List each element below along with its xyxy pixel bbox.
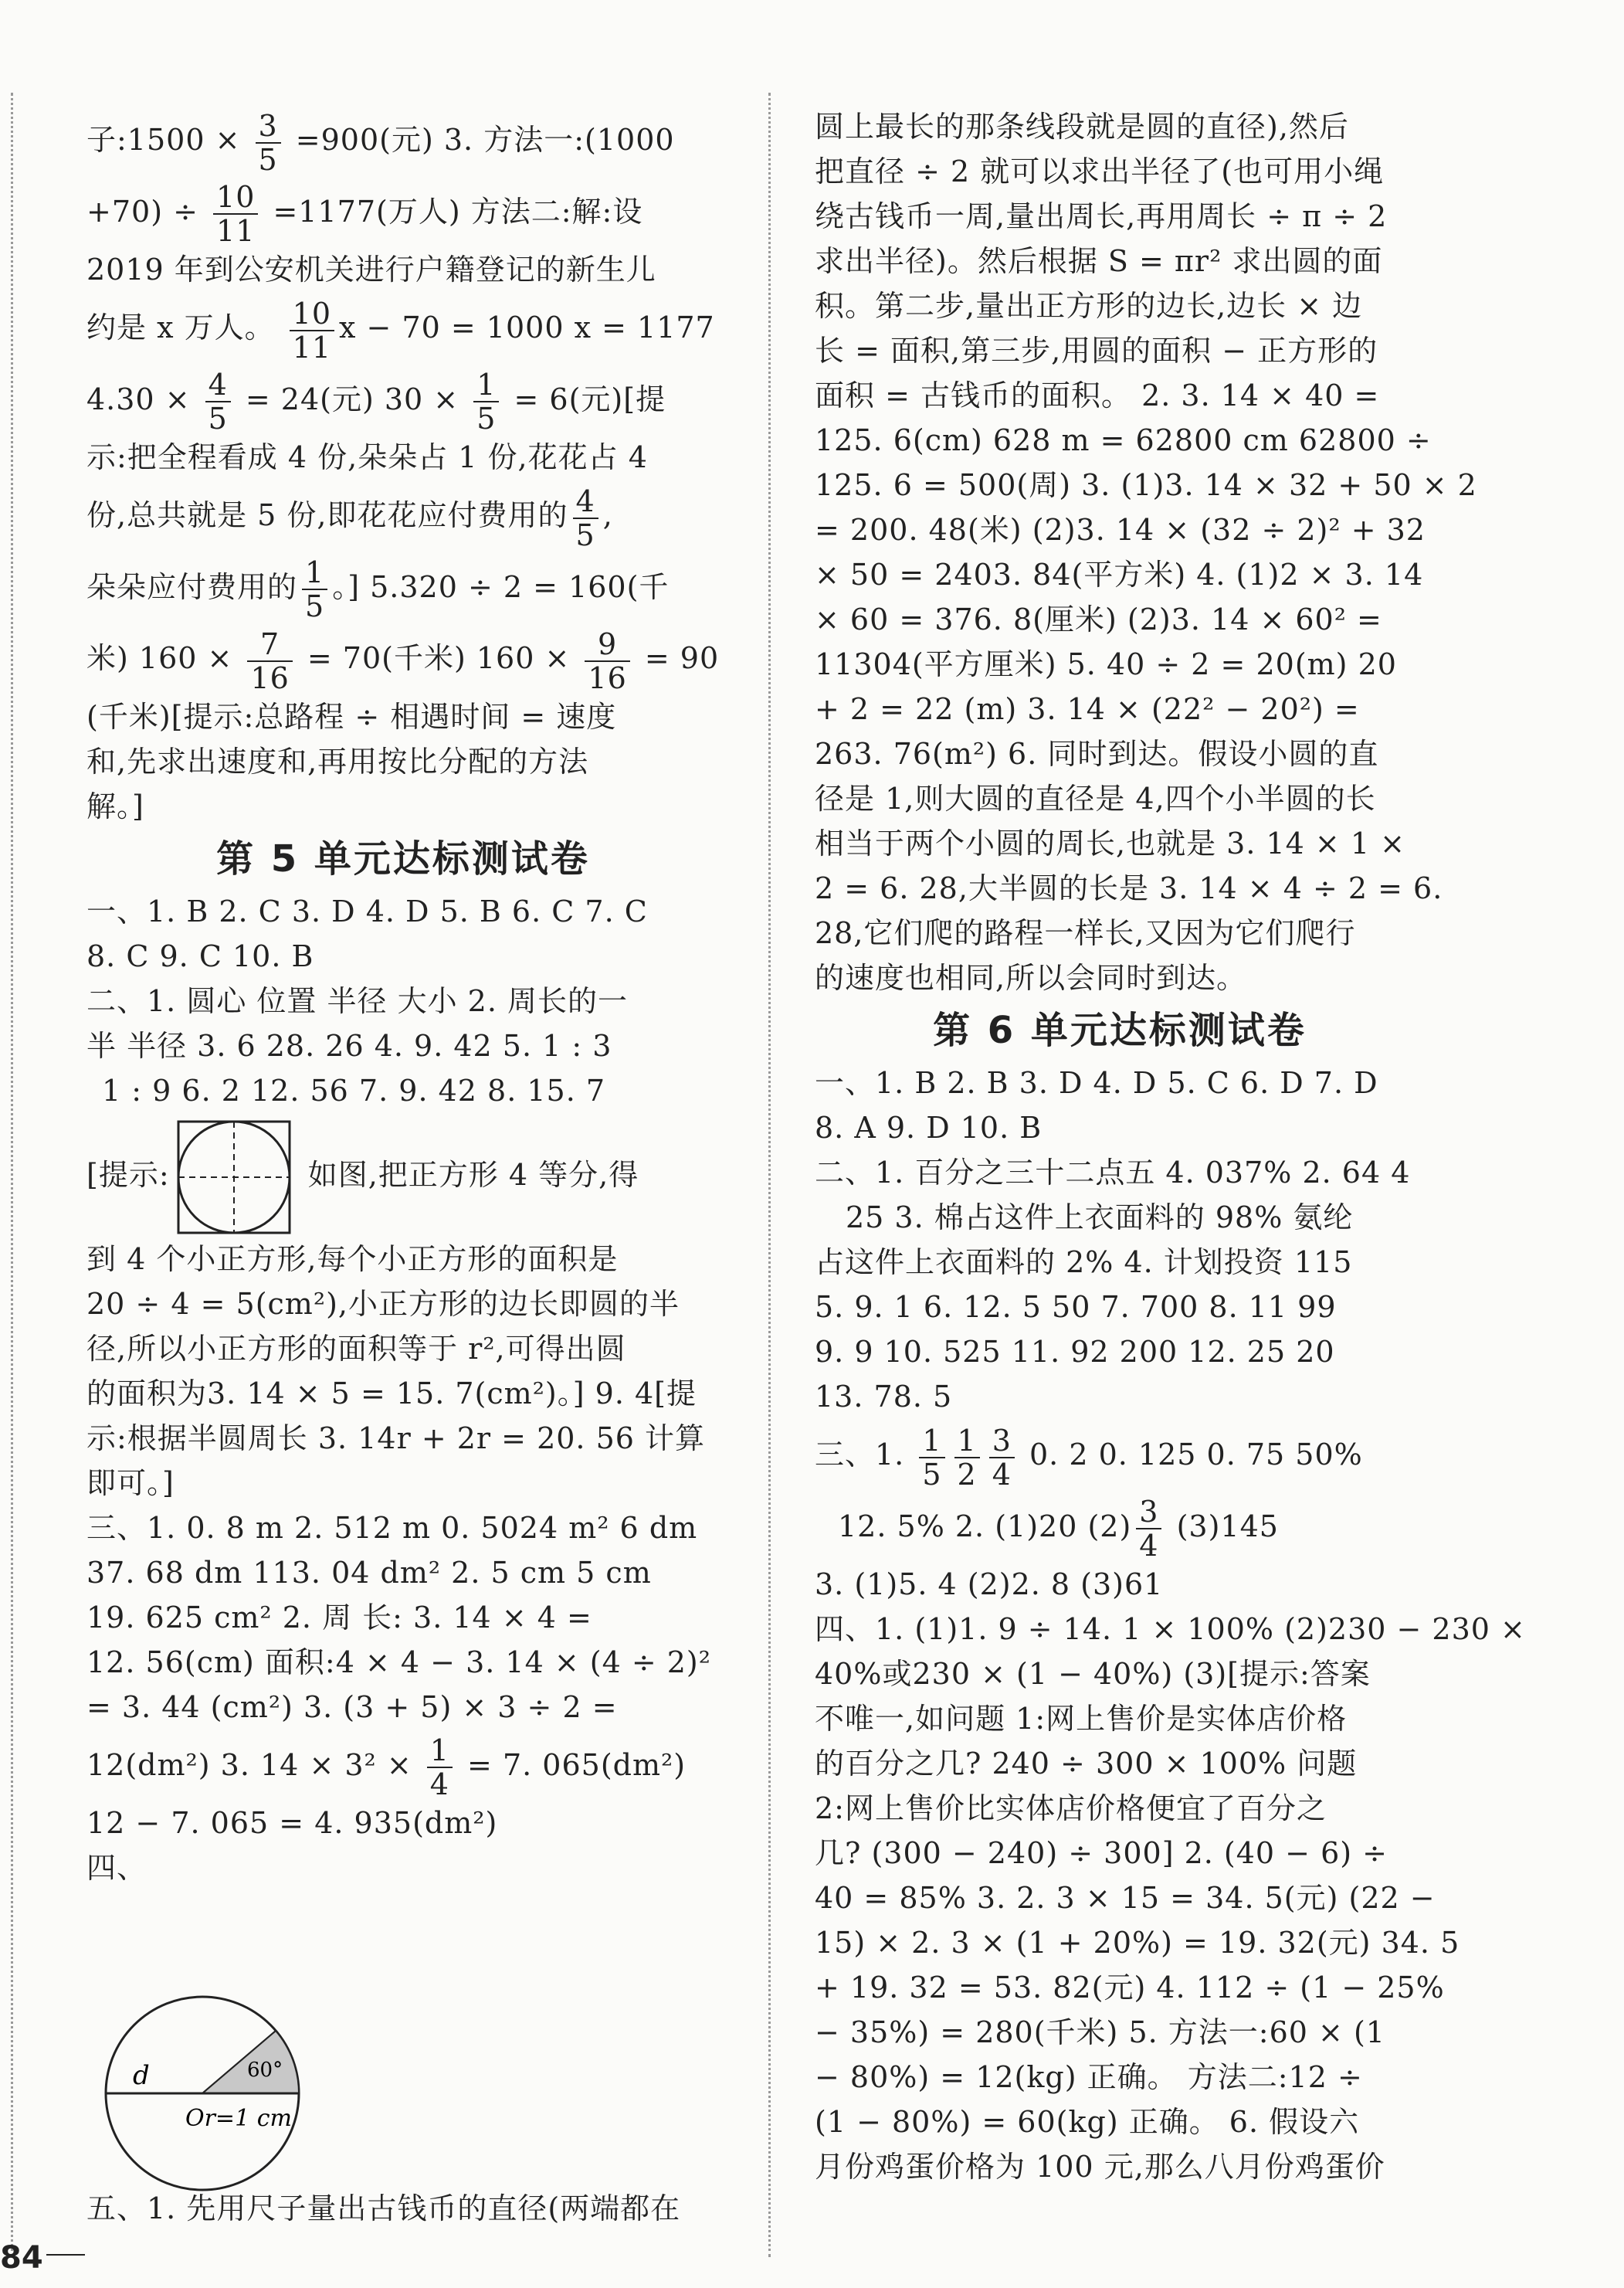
text: 0. 2 0. 125 0. 75 50% xyxy=(1019,1438,1363,1472)
answer-line: 20 ÷ 4 = 5(cm²),小正方形的边长即圆的半 xyxy=(86,1286,680,1321)
answer-line xyxy=(86,292,720,364)
denominator: 5 xyxy=(305,589,325,623)
answer-line: 一、1. B 2. B 3. D 4. D 5. C 6. D 7. D xyxy=(815,1066,1378,1100)
fraction xyxy=(989,1424,1015,1491)
text: 朵朵应付费用的 xyxy=(86,569,298,604)
answer-line xyxy=(815,1419,1425,1491)
answer-line: 13. 78. 5 xyxy=(815,1380,953,1414)
answer-line xyxy=(815,1491,1425,1563)
denominator: 4 xyxy=(1139,1529,1159,1563)
answer-line: 25 3. 棉占这件上衣面料的 98% 氨纶 xyxy=(846,1200,1354,1234)
text: 如图,把正方形 4 等分,得 xyxy=(297,1157,639,1192)
answer-line xyxy=(86,1113,720,1237)
denominator: 16 xyxy=(250,660,290,695)
answer-line: 相当于两个小圆的周长,也就是 3. 14 × 1 × xyxy=(815,827,1405,861)
answer-line: 28,它们爬的路程一样长,又因为它们爬行 xyxy=(815,916,1356,950)
section-heading-unit-6: 第 6 单元达标测试卷 xyxy=(933,1009,1307,1052)
fraction xyxy=(247,628,292,694)
denominator: 2 xyxy=(957,1457,977,1492)
text: = 7. 065(dm²) xyxy=(456,1747,687,1782)
numerator: 7 xyxy=(247,628,292,662)
answer-line xyxy=(86,364,720,436)
numerator: 1 xyxy=(954,1424,980,1458)
fraction xyxy=(427,1734,453,1801)
numerator: 4 xyxy=(205,368,231,402)
answer-line: 一、1. B 2. C 3. D 4. D 5. B 6. C 7. C xyxy=(86,894,648,928)
numerator: 9 xyxy=(585,628,629,662)
fraction xyxy=(954,1424,980,1491)
page-number-dash xyxy=(46,2254,85,2256)
answer-line: 即可。] xyxy=(86,1465,175,1500)
numerator: 1 xyxy=(427,1734,453,1768)
answer-line: 四、1. (1)1. 9 ÷ 14. 1 × 100% (2)230 − 230 × xyxy=(815,1612,1526,1646)
answer-line: 解。] xyxy=(86,789,144,823)
answer-line: 19. 625 cm² 2. 周 长: 3. 14 × 4 = xyxy=(86,1600,592,1635)
right-column xyxy=(815,104,1526,2189)
answer-line: 12 − 7. 065 = 4. 935(dm²) xyxy=(86,1806,498,1840)
text: 约是 x 万人。 xyxy=(86,311,285,345)
answer-line: 三、1. 0. 8 m 2. 512 m 0. 5024 m² 6 dm xyxy=(86,1510,698,1545)
answer-line: 的面积为3. 14 × 5 = 15. 7(cm²)。] 9. 4[提 xyxy=(86,1376,697,1410)
answer-line: + 2 = 22 (m) 3. 14 × (22² − 20²) = xyxy=(815,692,1360,726)
fraction xyxy=(302,556,327,623)
diameter-label: d xyxy=(133,2060,150,2091)
answer-line: 11304(平方厘米) 5. 40 ÷ 2 = 20(m) 20 xyxy=(815,647,1397,681)
answer-line: 半 半径 3. 6 28. 26 4. 9. 42 5. 1 : 3 xyxy=(86,1028,612,1063)
column-divider xyxy=(768,93,771,2257)
answer-line: 1 : 9 6. 2 12. 56 7. 9. 42 8. 15. 7 xyxy=(102,1073,606,1108)
text: 米) 160 × xyxy=(86,641,243,675)
answer-line: 长 = 面积,第三步,用圆的面积 − 正方形的 xyxy=(815,334,1378,368)
answer-line xyxy=(86,552,720,623)
answer-line: 2019 年到公安机关进行户籍登记的新生儿 xyxy=(86,253,656,287)
answer-line: − 35%) = 280(千米) 5. 方法一:60 × (1 xyxy=(815,2015,1385,2049)
answer-line xyxy=(86,480,720,552)
answer-line: 月份鸡蛋价格为 100 元,那么八月份鸡蛋价 xyxy=(815,2150,1385,2184)
denominator: 5 xyxy=(258,142,278,177)
answer-line: 不唯一,如问题 1:网上售价是实体店价格 xyxy=(815,1702,1348,1736)
radius-label: Or=1 cm xyxy=(185,2105,292,2132)
denominator: 5 xyxy=(922,1457,942,1492)
answer-line: 2:网上售价比实体店价格便宜了百分之 xyxy=(815,1791,1327,1825)
answer-line: 把直径 ÷ 2 就可以求出半径了(也可用小绳 xyxy=(815,154,1385,188)
answer-line xyxy=(86,104,720,176)
answer-line: (千米)[提示:总路程 ÷ 相遇时间 = 速度 xyxy=(86,699,617,734)
answer-line: 9. 9 10. 525 11. 92 200 12. 25 20 xyxy=(815,1335,1335,1369)
denominator: 4 xyxy=(992,1457,1012,1492)
numerator: 10 xyxy=(290,297,334,331)
answer-line: 的百分之几? 240 ÷ 300 × 100% 问题 xyxy=(815,1747,1358,1780)
answer-line: 四、 xyxy=(86,1851,147,1885)
answer-line: 8. A 9. D 10. B xyxy=(815,1111,1043,1145)
answer-line: 圆上最长的那条线段就是圆的直径),然后 xyxy=(815,110,1349,144)
answer-line: 五、1. 先用尺子量出古钱币的直径(两端都在 xyxy=(86,2191,681,2225)
answer-line: 求出半径)。然后根据 S = πr² 求出圆的面 xyxy=(815,244,1383,278)
answer-line: 和,先求出速度和,再用按比分配的方法 xyxy=(86,744,589,779)
text: 4.30 × xyxy=(86,382,201,416)
answer-line: × 60 = 376. 8(厘米) (2)3. 14 × 60² = xyxy=(815,603,1382,636)
angle-label: 60° xyxy=(247,2059,283,2082)
answer-line: 面积 = 古钱币的面积。 2. 3. 14 × 40 = xyxy=(815,379,1380,412)
answer-line: = 200. 48(米) (2)3. 14 × (32 ÷ 2)² + 32 xyxy=(815,513,1426,547)
denominator: 16 xyxy=(588,660,627,695)
answer-line: + 19. 32 = 53. 82(元) 4. 112 ÷ (1 − 25% xyxy=(815,1971,1445,2005)
answer-line xyxy=(86,623,720,694)
answer-line: 示:把全程看成 4 份,朵朵占 1 份,花花占 4 xyxy=(86,440,648,474)
answer-line: 12. 56(cm) 面积:4 × 4 − 3. 14 × (4 ÷ 2)² xyxy=(86,1645,711,1679)
text: = 90 xyxy=(634,641,720,675)
answer-line: 40%或230 × (1 − 40%) (3)[提示:答案 xyxy=(815,1657,1371,1691)
answer-line: 积。第二步,量出正方形的边长,边长 × 边 xyxy=(815,289,1363,323)
fraction xyxy=(205,368,231,435)
fraction xyxy=(919,1424,944,1491)
circle-sector-figure xyxy=(86,1993,318,2194)
numerator: 1 xyxy=(473,368,499,402)
answer-line: 8. C 9. C 10. B xyxy=(86,939,314,973)
section-heading-unit-5: 第 5 单元达标测试卷 xyxy=(216,837,590,881)
circle-in-square-icon xyxy=(176,1119,292,1235)
text: 子:1500 × xyxy=(86,123,251,157)
answer-line xyxy=(86,1730,720,1801)
text: [提示: xyxy=(86,1157,170,1192)
text: = 70(千米) 160 × xyxy=(297,641,581,675)
left-column xyxy=(86,104,720,1890)
denominator: 5 xyxy=(208,402,228,436)
answer-line: 到 4 个小正方形,每个小正方形的面积是 xyxy=(86,1241,619,1276)
answer-line: 占这件上衣面料的 2% 4. 计划投资 115 xyxy=(815,1245,1353,1279)
answer-line: 37. 68 dm 113. 04 dm² 2. 5 cm 5 cm xyxy=(86,1555,652,1590)
denominator: 4 xyxy=(429,1767,449,1801)
answer-line: 示:根据半圆周长 3. 14r + 2r = 20. 56 计算 xyxy=(86,1421,706,1455)
text: = 6(元)[提 xyxy=(503,382,666,416)
answer-line: − 80%) = 12(kg) 正确。 方法二:12 ÷ xyxy=(815,2060,1363,2094)
numerator: 3 xyxy=(989,1424,1015,1458)
page-number: 84 xyxy=(0,2240,43,2276)
answer-line: 125. 6(cm) 628 m = 62800 cm 62800 ÷ xyxy=(815,423,1432,457)
text: 12(dm²) 3. 14 × 3² × xyxy=(86,1747,422,1782)
answer-line: 的速度也相同,所以会同时到达。 xyxy=(815,961,1247,995)
denominator: 5 xyxy=(476,402,497,436)
denominator: 11 xyxy=(292,330,332,365)
fraction xyxy=(573,485,598,552)
numerator: 1 xyxy=(919,1424,944,1458)
numerator: 3 xyxy=(1136,1495,1161,1529)
text: 份,总共就是 5 份,即花花应付费用的 xyxy=(86,498,568,532)
fraction xyxy=(585,628,629,694)
text: x − 70 = 1000 x = 1177 xyxy=(339,311,715,345)
numerator: 3 xyxy=(256,110,281,144)
answer-line: 40 = 85% 3. 2. 3 × 15 = 34. 5(元) (22 − xyxy=(815,1881,1436,1915)
answer-line: 3. (1)5. 4 (2)2. 8 (3)61 xyxy=(815,1567,1164,1601)
numerator: 1 xyxy=(302,556,327,590)
answer-line: × 50 = 2403. 84(平方米) 4. (1)2 × 3. 14 xyxy=(815,558,1424,592)
fraction xyxy=(256,110,281,176)
answer-line: 263. 76(m²) 6. 同时到达。假设小圆的直 xyxy=(815,737,1379,771)
text: =1177(万人) 方法二:解:设 xyxy=(263,194,643,229)
text: 。] 5.320 ÷ 2 = 160(千 xyxy=(332,569,670,604)
answer-line: 15) × 2. 3 × (1 + 20%) = 19. 32(元) 34. 5 xyxy=(815,1926,1460,1960)
numerator: 4 xyxy=(573,485,598,519)
answer-line: 125. 6 = 500(周) 3. (1)3. 14 × 32 + 50 × 2 xyxy=(815,468,1477,502)
answer-line: (1 − 80%) = 60(kg) 正确。 6. 假设六 xyxy=(815,2105,1360,2139)
fraction xyxy=(290,297,334,364)
answer-line: 径,所以小正方形的面积等于 r²,可得出圆 xyxy=(86,1331,626,1366)
answer-line: 几? (300 − 240) ÷ 300] 2. (40 − 6) ÷ xyxy=(815,1836,1388,1870)
fraction xyxy=(473,368,499,435)
text: , xyxy=(602,498,613,532)
text: =900(元) 3. 方法一:(1000 xyxy=(285,123,675,157)
answer-line: 5. 9. 1 6. 12. 5 50 7. 700 8. 11 99 xyxy=(815,1290,1337,1324)
answer-line: = 3. 44 (cm²) 3. (3 + 5) × 3 ÷ 2 = xyxy=(86,1689,618,1724)
numerator: 10 xyxy=(213,181,258,215)
left-margin-rule xyxy=(11,93,13,2257)
text: (3)145 xyxy=(1166,1509,1279,1543)
text: = 24(元) 30 × xyxy=(235,382,470,416)
text: +70) ÷ xyxy=(86,194,209,229)
answer-line: 二、1. 百分之三十二点五 4. 037% 2. 64 4 xyxy=(815,1156,1411,1190)
text: 12. 5% 2. (1)20 (2) xyxy=(838,1509,1132,1543)
denominator: 5 xyxy=(575,518,595,552)
answer-line xyxy=(86,176,720,248)
answer-line: 二、1. 圆心 位置 半径 大小 2. 周长的一 xyxy=(86,983,628,1018)
fraction xyxy=(213,181,258,247)
answer-line: 绕古钱币一周,量出周长,再用周长 ÷ π ÷ 2 xyxy=(815,199,1388,233)
text: 三、1. xyxy=(815,1438,915,1472)
answer-line: 2 = 6. 28,大半圆的长是 3. 14 × 4 ÷ 2 = 6. xyxy=(815,871,1443,905)
answer-line: 径是 1,则大圆的直径是 4,四个小半圆的长 xyxy=(815,782,1376,816)
fraction xyxy=(1136,1495,1161,1562)
denominator: 11 xyxy=(216,214,256,248)
